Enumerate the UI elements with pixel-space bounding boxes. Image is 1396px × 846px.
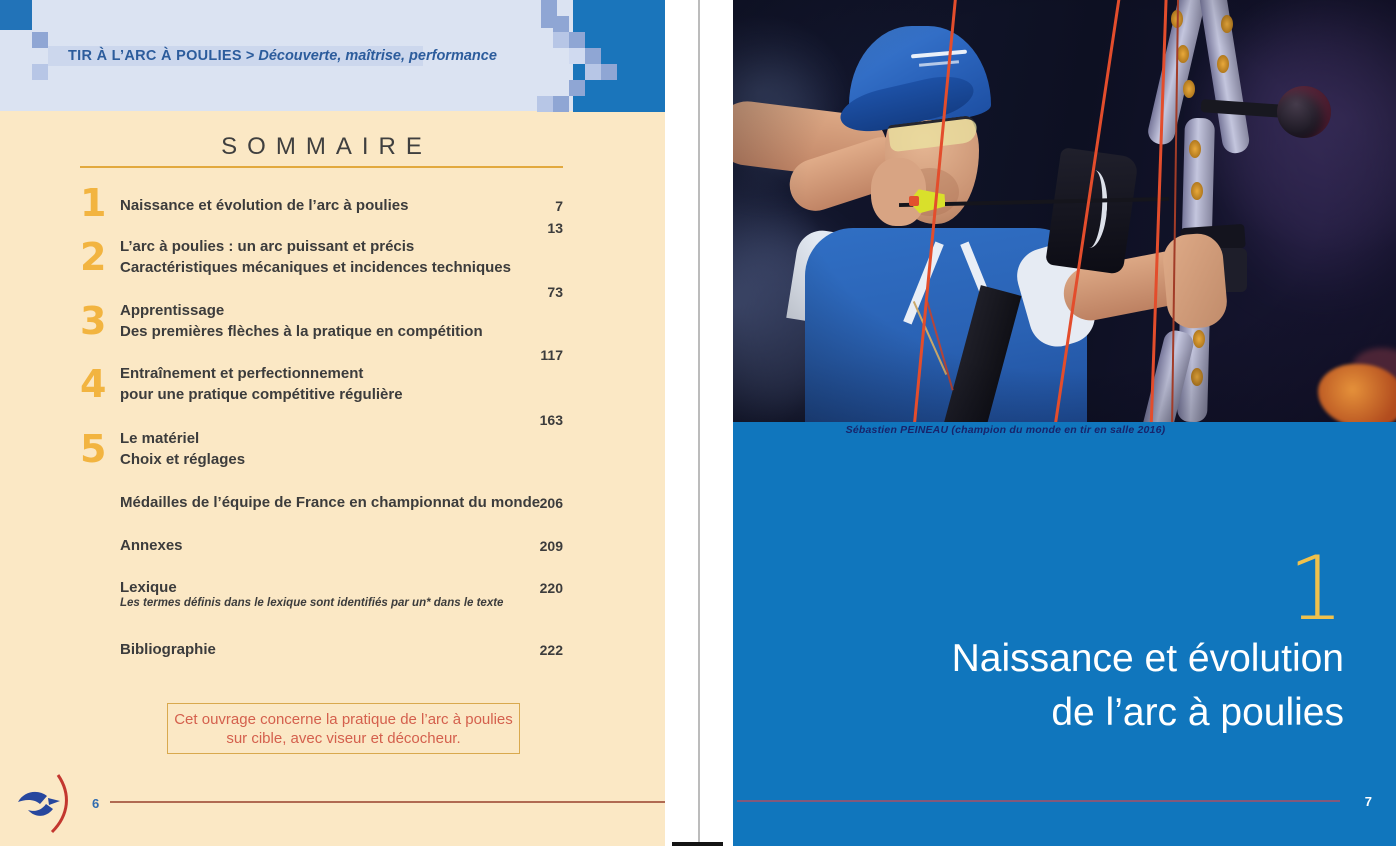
toc-item-page: 220 xyxy=(539,580,563,596)
scope-note-box xyxy=(167,703,520,754)
toc-item-page: 117 xyxy=(540,347,563,363)
series-title: TIR À L’ARC À POULIES xyxy=(68,48,242,64)
right-page xyxy=(733,0,1396,846)
page-gutter xyxy=(665,0,733,846)
gold-rule xyxy=(80,166,563,168)
toc-item-number: 5 xyxy=(80,427,107,471)
toc-item-number: 4 xyxy=(80,362,107,406)
toc-item-page: 163 xyxy=(539,412,563,428)
note-line: sur cible, avec viseur et décocheur. xyxy=(226,730,461,747)
pixel-decoration xyxy=(32,64,48,80)
separator: > xyxy=(245,48,255,64)
pixel-decoration xyxy=(569,32,585,48)
toc-item-number: 2 xyxy=(80,235,107,279)
toc-item-title: Le matériel xyxy=(120,430,200,447)
page-edge-line xyxy=(698,0,700,846)
pixel-decoration xyxy=(569,48,585,64)
pixel-decoration xyxy=(537,96,553,112)
pixel-decoration xyxy=(0,0,32,30)
pixel-decoration xyxy=(601,64,617,80)
archer-photo xyxy=(733,0,1396,422)
page-header-band xyxy=(0,0,665,111)
scan-artifact-bar xyxy=(672,842,723,846)
page-number-left: 6 xyxy=(92,796,100,811)
toc-item-page: 13 xyxy=(547,220,563,236)
toc-item-title: Bibliographie xyxy=(120,641,216,658)
sommaire-title: SOMMAIRE xyxy=(221,133,432,160)
pixel-decoration xyxy=(569,80,585,96)
toc-item-title: Médailles de l’équipe de France en championnat du monde xyxy=(120,494,541,511)
pixel-decoration xyxy=(32,32,48,48)
archer-bow-logo-icon xyxy=(8,772,80,834)
series-subtitle: Découverte, maîtrise, performance xyxy=(258,48,497,64)
left-page-footer xyxy=(0,770,665,840)
toc-item-number: 1 xyxy=(80,181,107,225)
toc-item-title: L’arc à poulies : un arc puissant et précis xyxy=(120,238,415,255)
chapter-title xyxy=(952,632,1344,740)
lexique-note: Les termes définis dans le lexique sont identifiés par un* dans le texte xyxy=(120,597,504,609)
toc-item-title: Annexes xyxy=(120,537,183,554)
toc-item-number: 3 xyxy=(80,299,107,343)
page-number-right: 7 xyxy=(1364,794,1372,809)
toc-item-page: 206 xyxy=(539,495,563,511)
chapter-title-line: Naissance et évolution xyxy=(951,637,1344,680)
toc-item-page: 73 xyxy=(547,284,563,300)
toc-item-title: Entraînement et perfectionnement xyxy=(120,365,364,382)
footer-rule xyxy=(110,801,665,803)
photo-caption: Sébastien PEINEAU (champion du monde en tir en salle 2016) xyxy=(845,424,1166,436)
chapter-title-line: de l’arc à poulies xyxy=(1051,691,1344,734)
toc-item-title: Lexique xyxy=(120,579,177,596)
toc-item-title: Apprentissage xyxy=(120,302,225,319)
pixel-decoration xyxy=(585,48,601,64)
pixel-decoration xyxy=(553,32,569,48)
pixel-decoration xyxy=(553,16,569,32)
chapter-number: 1 xyxy=(1288,537,1344,640)
toc-item-title: Naissance et évolution de l’arc à poulies xyxy=(120,197,409,214)
bow-cam-orange xyxy=(1318,364,1396,422)
toc-item-page: 7 xyxy=(555,198,563,214)
toc-item-page: 222 xyxy=(539,642,563,658)
left-page: TIR À L’ARC À POULIES > Découverte, maîtrise, performance SOMMAIRE 1 Naissance et évolution de l’arc à poulies 7 2 L’arc à poulies : un arc puissant et précis Caractéristiques mécaniques et incidences techniques 13 3 Apprentissage Des premières flèches à la pratique en compétition 73 4 Entraînement et perfectionnement pour une pratique compétitive régulière 117 5 Le matériel Choix et réglages 163 Médailles de l’équipe de France en championnat du monde 206 Annexes 209 Lexique Les termes définis dans le lexique sont identifiés par un* dans le texte 220 Bibliographie 222 Cet ouvrage concerne la pratique de l’arc à poulies sur cible, avec viseur et décocheur. 6 xyxy=(0,0,665,846)
footer-rule xyxy=(737,800,1340,802)
toc-item-page: 209 xyxy=(539,538,563,554)
pixel-decoration xyxy=(553,96,569,112)
running-head xyxy=(68,48,497,64)
note-line: Cet ouvrage concerne la pratique de l’arc à poulies xyxy=(174,711,513,728)
pixel-decoration xyxy=(585,64,601,80)
